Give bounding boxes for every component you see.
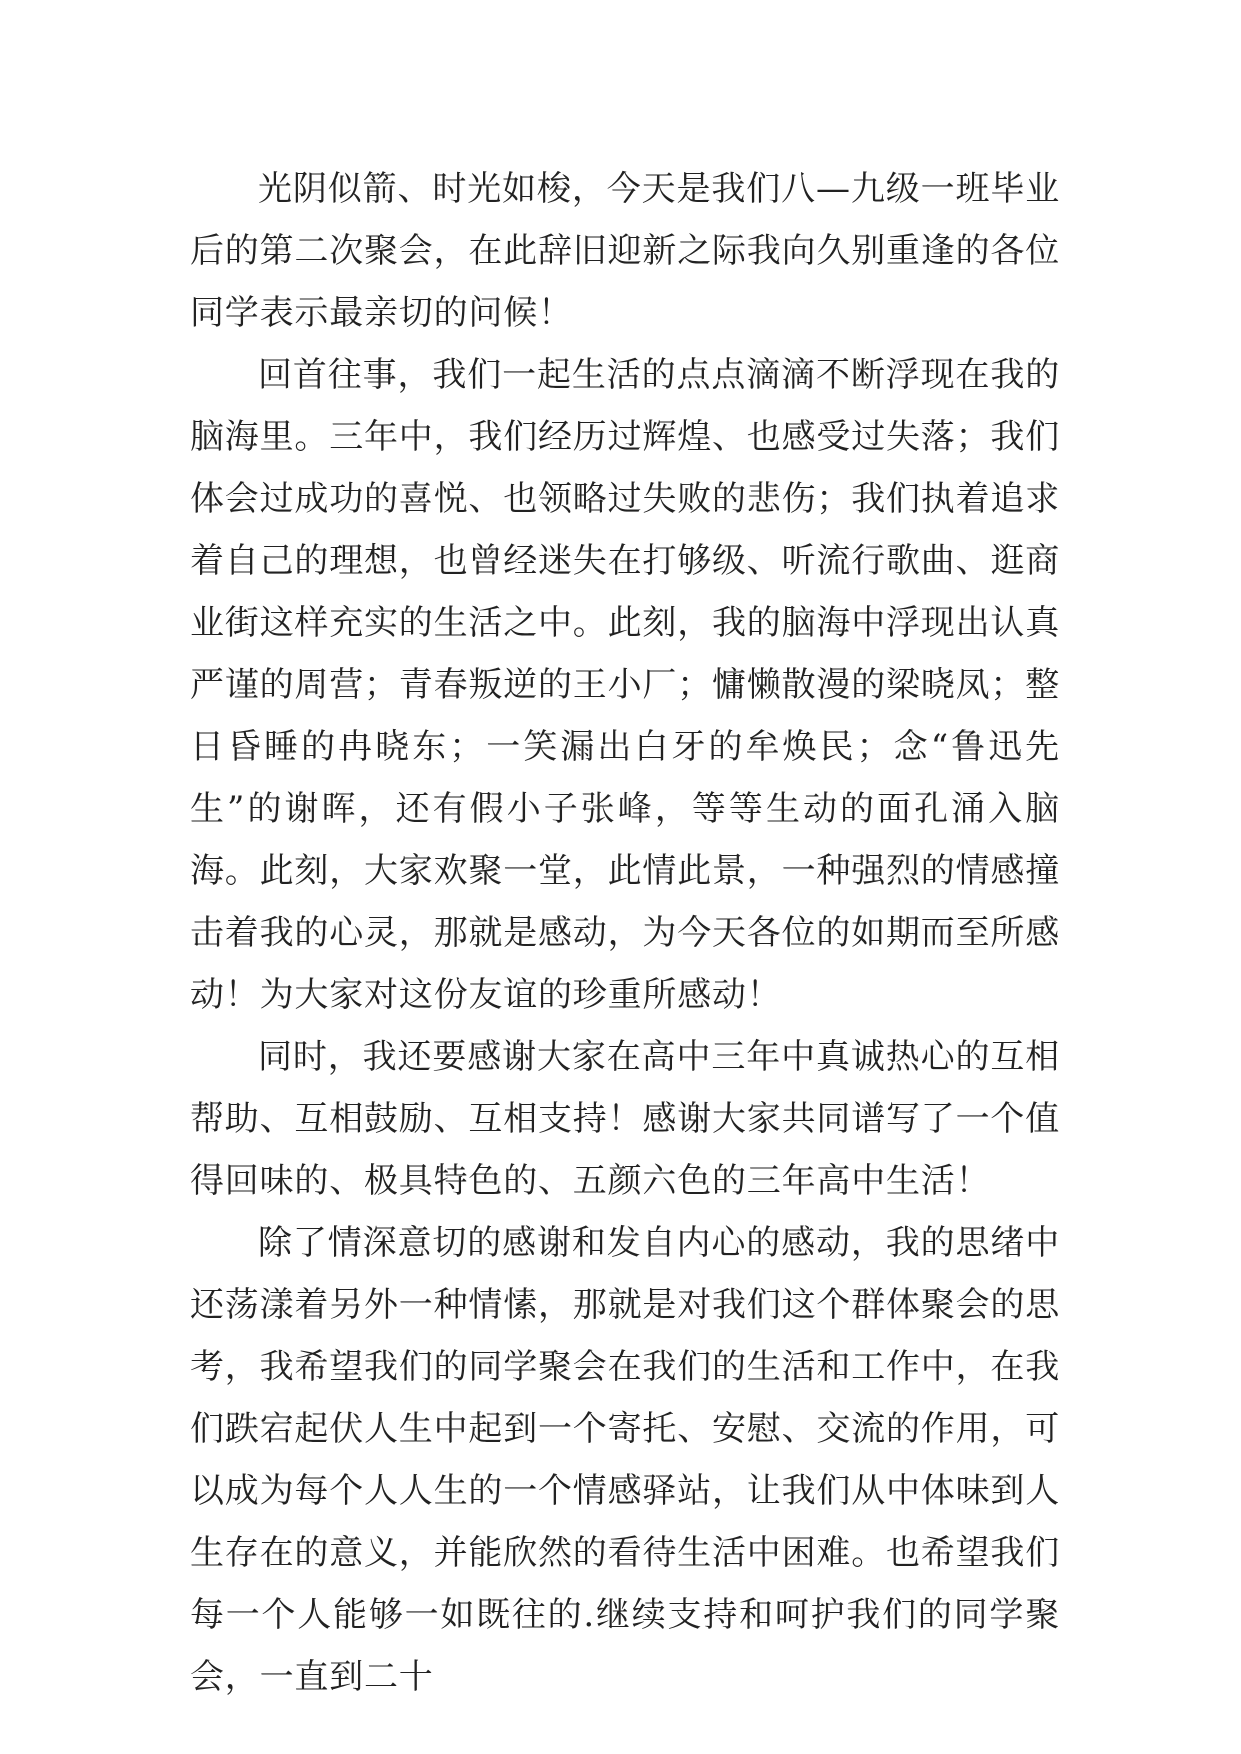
document-body <box>190 158 1060 1708</box>
paragraph-reflection: 除了情深意切的感谢和发自内心的感动，我的思绪中还荡漾着另外一种情愫，那就是对我们这个群体聚会的思考，我希望我们的同学聚会在我们的生活和工作中，在我们跌宕起伏人生中起到一个寄托、安慰、交流的作用，可以成为每个人人生的一个情感驿站，让我们从中体味到人生存在的意义，并能欣然的看待生活中困难。也希望我们每一个人能够一如既往的.继续支持和呵护我们的同学聚会，一直到二十 <box>190 1223 1060 1697</box>
paragraph-greeting: 光阴似箭、时光如梭，今天是我们八—九级一班毕业后的第二次聚会，在此辞旧迎新之际我向久别重逢的各位同学表示最亲切的问候！ <box>190 169 1060 333</box>
paragraph-thanks: 同时，我还要感谢大家在高中三年中真诚热心的互相帮助、互相鼓励、互相支持！感谢大家共同谱写了一个值得回味的、极具特色的、五颜六色的三年高中生活！ <box>190 1037 1060 1201</box>
paragraph-memories: 回首往事，我们一起生活的点点滴滴不断浮现在我的脑海里。三年中，我们经历过辉煌、也感受过失落；我们体会过成功的喜悦、也领略过失败的悲伤；我们执着追求着自己的理想，也曾经迷失在打够级、听流行歌曲、逛商业街这样充实的生活之中。此刻，我的脑海中浮现出认真严谨的周营；青春叛逆的王小厂；慵懒散漫的梁晓凤；整日昏睡的冉晓东；一笑漏出白牙的牟焕民；念“鲁迅先生”的谢晖，还有假小子张峰，等等生动的面孔涌入脑海。此刻，大家欢聚一堂，此情此景，一种强烈的情感撞击着我的心灵，那就是感动，为今天各位的如期而至所感动！为大家对这份友谊的珍重所感动！ <box>190 355 1060 1015</box>
